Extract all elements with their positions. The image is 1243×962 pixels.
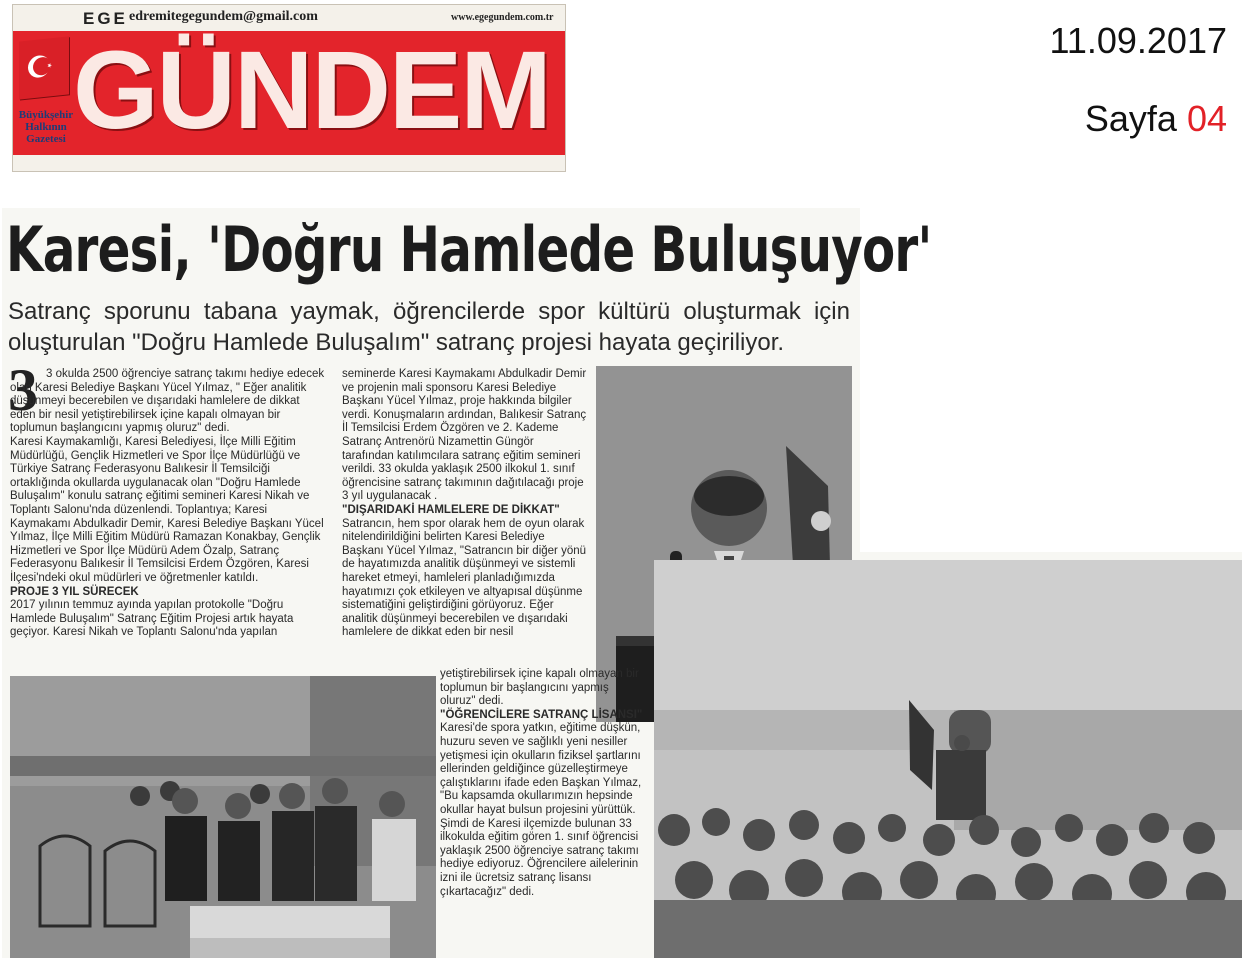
section-heading: PROJE 3 YIL SÜRECEK: [10, 585, 139, 598]
seminar-audience-photo: [654, 560, 1242, 958]
article-paragraph: 2017 yılının temmuz ayında yapılan protokolle "Doğru Hamlede Buluşalım" Satranç Eğitim Projesi artık hayata geçiyor. Karesi Nikah ve Toplantı Salonu'nda yapılan: [10, 599, 294, 639]
section-heading: "DIŞARIDAKİ HAMLELERE DE DİKKAT": [342, 503, 560, 516]
article-column-1: [10, 368, 328, 680]
article-paragraph: yetiştirebilirsek içine kapalı olmayan bir toplumun bir başlangıcını yapmış oluruz" dedi.: [440, 668, 639, 708]
turkish-flag-icon: [19, 36, 69, 99]
article-column-3: [440, 668, 646, 940]
article-paragraph: seminerde Karesi Kaymakamı Abdulkadir Demir ve projenin mali sponsoru Karesi Belediye Başkanı Yücel Yılmaz, proje hakkında bilgiler verdi. Konuşmaların ardından, Balıkesir Satranç İl Temsilcisi Erdem Özgören ve 2. Kademe Satranç Antrenörü Nizamettin Güngör tarafından katılımcılara satranç eğitim semineri verildi. 33 okulda yaklaşık 2500 ilkokul 1. sınıf öğrencisine satranç takımının dağıtılacağı proje 3 yıl uygulanacak .: [342, 368, 587, 503]
page-label: Sayfa: [1084, 98, 1177, 139]
article-headline: Karesi, 'Doğru Hamlede Buluşuyor': [6, 213, 932, 286]
article-paragraph: Karesi'de spora yatkın, eğitime düşkün, huzuru seven ve sağlıklı yeni nesiller yetişmesi için okulların fiziksel şartlarını ellerinden geldiğince güzelleştirmeye çalıştıklarını ifade eden Başkan Yılmaz, "Bu kapsamda okullarımızın hepsinde okullar hayat bulsun projesini yürüttük. Şimdi de Karesi ilçemizde bulunan 33 ilkokulda eğitim gören 1. sınıf öğrencisi yaklaşık 2500 öğrenciye satranç takımı hediye ediyoruz. Öğrencilere ailelerinin izni ile ücretsiz satranç lisansı çıkartacağız" dedi.: [440, 722, 642, 898]
tagline-line: Gazetesi: [26, 133, 66, 145]
drop-cap: 3: [8, 357, 38, 423]
masthead-title: GÜNDEM: [73, 29, 550, 152]
article-column-2: [342, 368, 588, 678]
masthead-tagline: [17, 109, 75, 145]
masthead-email: edremitegegundem@gmail.com: [129, 9, 318, 24]
page-number: 04: [1186, 98, 1227, 139]
page-indicator: [1085, 98, 1227, 140]
article-subheading: Satranç sporunu tabana yaymak, öğrencilerde spor kültürü oluşturmak için oluşturulan "Doğru Hamlede Buluşalım" satranç projesi hayata geçiriliyor.: [8, 298, 850, 356]
article-paragraph: Satrancın, hem spor olarak hem de oyun olarak nitelendirildiğini belirten Karesi Belediye Başkanı Yücel Yılmaz, "Satrancın bir diğer yönü de hayatımızda analitik düşünmeyi ve sistemli hareket etmeyi, hamleleri planladığımızda hayatımızı çok etkileyen ve altyapısal düşünme sistematiğini geliştirdiğini görüyoruz. Eğer analitik düşünmeyi becerebilen ve dışarıdaki hamlelere de dikkat eden bir nesil: [342, 517, 587, 639]
tagline-line: Büyükşehir: [18, 109, 74, 121]
publication-date: 11.09.2017: [1049, 20, 1227, 61]
newspaper-masthead: [12, 4, 566, 172]
masthead-ege-label: EGE: [83, 9, 128, 28]
front-row-guests-photo: [10, 676, 436, 958]
article-paragraph: 3 okulda 2500 öğrenciye satranç takımı hediye edecek olan Karesi Belediye Başkanı Yücel Yılmaz, " Eğer analitik düşünmeyi becerebilen ve dışarıdaki hamlelere de dikkat eden bir nesil yetiştirebilirsek içine kapalı olmayan bir toplumun başlangıcını yapmış oluruz" dedi.: [10, 368, 325, 435]
section-heading: "ÖĞRENCİLERE SATRANÇ LİSANSI": [440, 708, 643, 721]
masthead-website: www.egegundem.com.tr: [451, 12, 554, 23]
article-paragraph: Karesi Kaymakamlığı, Karesi Belediyesi, İlçe Milli Eğitim Müdürlüğü, Gençlik Hizmetleri ve Spor İlçe Müdürlüğü ve Türkiye Satranç Federasyonu Balıkesir İl Temsilciği ortaklığında okullarda uygulanacak olan "Doğru Hamlede Buluşalım" konulu satranç eğitimi semineri Karesi Nikah ve Toplantı Salonu'nda düzenlendi. Toplantıya; Karesi Kaymakamı Abdulkadir Demir, Karesi Belediye Başkanı Yücel Yılmaz, İlçe Milli Eğitim Müdürü Ramazan Konakbay, Gençlik Hizmetleri ve Spor İlçe Müdürü Adem Özalp, Satranç Federasyonu Balıkesir İl Temsilcisi Erdem Özgören, Karesi İlçesi'ndeki okul müdürleri ve öğretmenler katıldı.: [10, 435, 324, 584]
tagline-line: Halkının: [25, 121, 67, 133]
